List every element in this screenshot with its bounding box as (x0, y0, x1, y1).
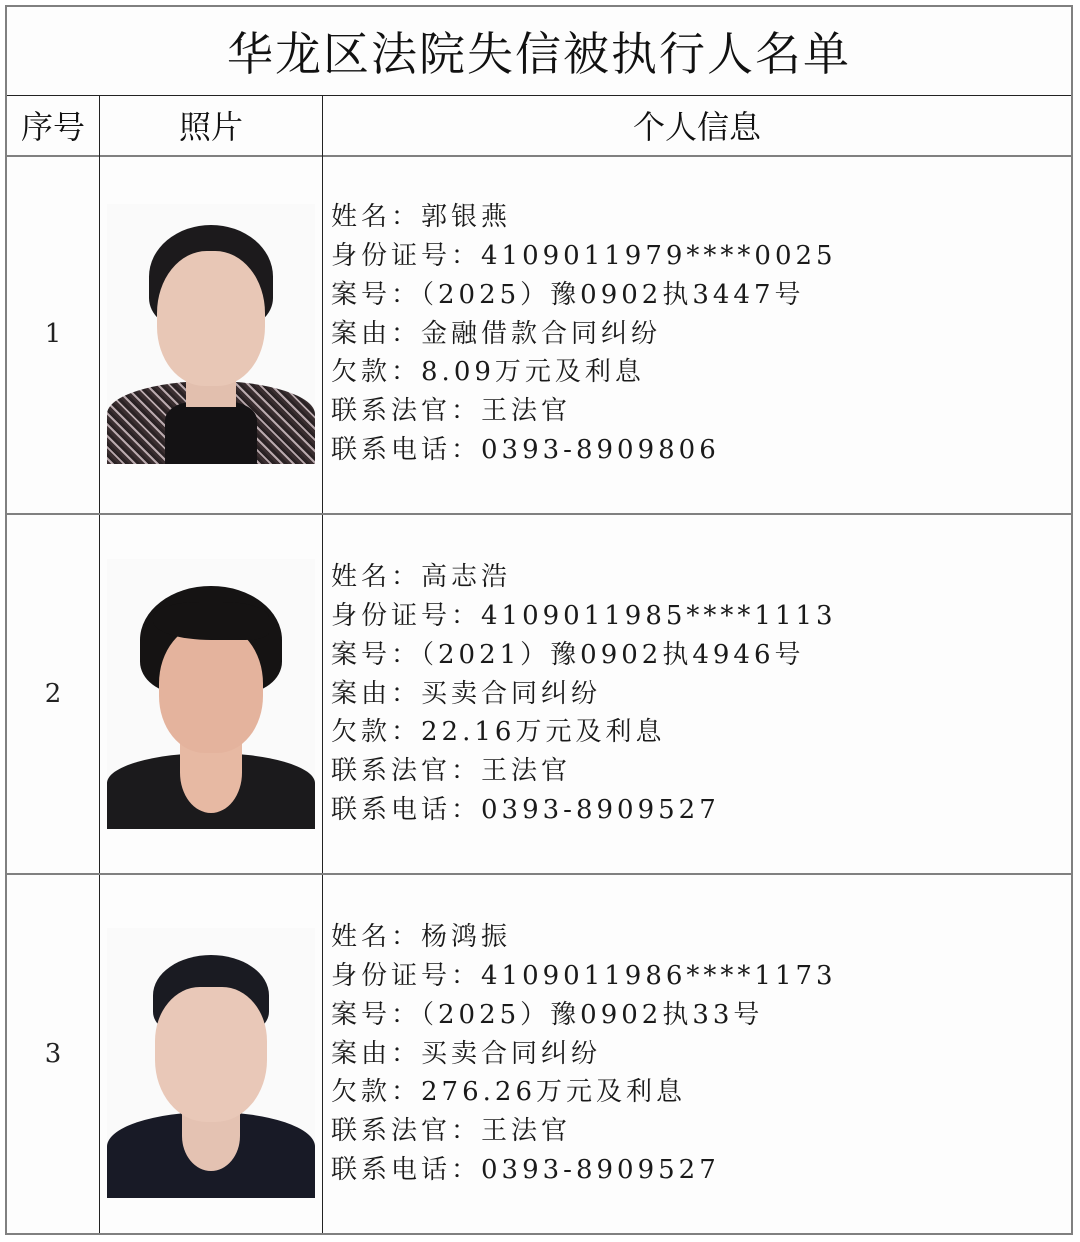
phone-value: 0393-8909527 (481, 794, 720, 825)
collar-shape (165, 402, 257, 464)
title-row (7, 7, 1071, 96)
phone-value: 0393-8909806 (481, 434, 720, 465)
name-line (331, 918, 837, 957)
fringe-shape (153, 602, 269, 640)
cause-value: 金融借款合同纠纷 (421, 318, 662, 349)
case-line (331, 276, 837, 315)
debt-line (331, 1073, 837, 1112)
header-photo-label: 照片 (178, 108, 243, 146)
header-info (323, 95, 1071, 155)
judge-line (331, 392, 837, 431)
photo-cell (100, 155, 323, 513)
cause-line (331, 315, 837, 354)
judge-value: 王法官 (481, 396, 572, 427)
page-title: 华龙区法院失信被执行人名单 (227, 27, 851, 81)
table-row (7, 515, 1071, 875)
debt-value: 276.26万元及利息 (421, 1077, 686, 1108)
header-seq (7, 95, 100, 155)
info-cell (323, 515, 1071, 873)
name-value: 杨鸿振 (421, 922, 512, 953)
info-cell (323, 875, 1071, 1233)
id-label: 身份证号： (331, 241, 482, 271)
phone-line (331, 1151, 837, 1190)
face-shape (157, 251, 265, 386)
phone-label: 联系电话： (331, 794, 482, 825)
name-value: 郭银燕 (421, 202, 512, 233)
cause-value: 买卖合同纠纷 (421, 678, 602, 709)
seq-cell (7, 155, 100, 513)
info-lines (331, 198, 837, 470)
portrait-photo (107, 559, 315, 829)
debt-line (331, 353, 837, 392)
face-shape (159, 624, 263, 754)
id-value: 4109011985****1113 (481, 601, 837, 631)
id-line (331, 237, 837, 276)
case-line (331, 636, 837, 675)
judge-label: 联系法官： (331, 396, 482, 427)
seq-cell (7, 515, 100, 873)
name-label: 姓名： (331, 562, 422, 593)
seq-number: 1 (44, 319, 62, 349)
judge-line (331, 752, 837, 791)
case-label: 案号： (331, 999, 422, 1030)
id-value: 4109011986****1173 (481, 961, 837, 991)
judge-label: 联系法官： (331, 1116, 482, 1147)
name-line (331, 198, 837, 237)
blacklist-table (5, 5, 1073, 1235)
debt-line (331, 713, 837, 752)
name-label: 姓名： (331, 202, 422, 233)
judge-label: 联系法官： (331, 756, 482, 787)
judge-value: 王法官 (481, 756, 572, 787)
info-lines (331, 558, 837, 830)
portrait-photo (107, 928, 315, 1198)
name-value: 高志浩 (421, 562, 512, 593)
case-label: 案号： (331, 639, 422, 670)
table-row (7, 875, 1071, 1233)
phone-line (331, 791, 837, 830)
id-value: 4109011979****0025 (481, 241, 837, 271)
debt-label: 欠款： (331, 717, 422, 748)
id-line (331, 597, 837, 636)
cause-label: 案由： (331, 318, 422, 349)
header-row (7, 95, 1071, 157)
cause-label: 案由： (331, 1038, 422, 1069)
judge-line (331, 1112, 837, 1151)
cause-line (331, 675, 837, 714)
portrait-photo (107, 204, 315, 464)
cause-label: 案由： (331, 678, 422, 709)
info-cell (323, 155, 1071, 513)
case-label: 案号： (331, 279, 422, 310)
case-value: （2025）豫0902执33号 (421, 999, 764, 1030)
seq-cell (7, 875, 100, 1233)
case-value: （2021）豫0902执4946号 (421, 639, 805, 670)
debt-label: 欠款： (331, 357, 422, 388)
header-seq-label: 序号 (20, 108, 85, 146)
case-line (331, 996, 837, 1035)
id-line (331, 957, 837, 996)
table-row (7, 155, 1071, 515)
header-info-label: 个人信息 (632, 108, 761, 146)
id-label: 身份证号： (331, 961, 482, 991)
phone-label: 联系电话： (331, 1154, 482, 1185)
info-lines (331, 918, 837, 1190)
debt-value: 8.09万元及利息 (421, 357, 645, 388)
id-label: 身份证号： (331, 601, 482, 631)
photo-cell (100, 875, 323, 1233)
header-photo (100, 95, 323, 155)
debt-value: 22.16万元及利息 (421, 717, 666, 748)
debt-label: 欠款： (331, 1077, 422, 1108)
cause-value: 买卖合同纠纷 (421, 1038, 602, 1069)
case-value: （2025）豫0902执3447号 (421, 279, 805, 310)
phone-value: 0393-8909527 (481, 1154, 720, 1185)
seq-number: 3 (44, 1039, 62, 1069)
judge-value: 王法官 (481, 1116, 572, 1147)
phone-line (331, 431, 837, 470)
name-line (331, 558, 837, 597)
name-label: 姓名： (331, 922, 422, 953)
phone-label: 联系电话： (331, 434, 482, 465)
seq-number: 2 (44, 679, 62, 709)
cause-line (331, 1035, 837, 1074)
face-shape (155, 987, 267, 1122)
photo-cell (100, 515, 323, 873)
